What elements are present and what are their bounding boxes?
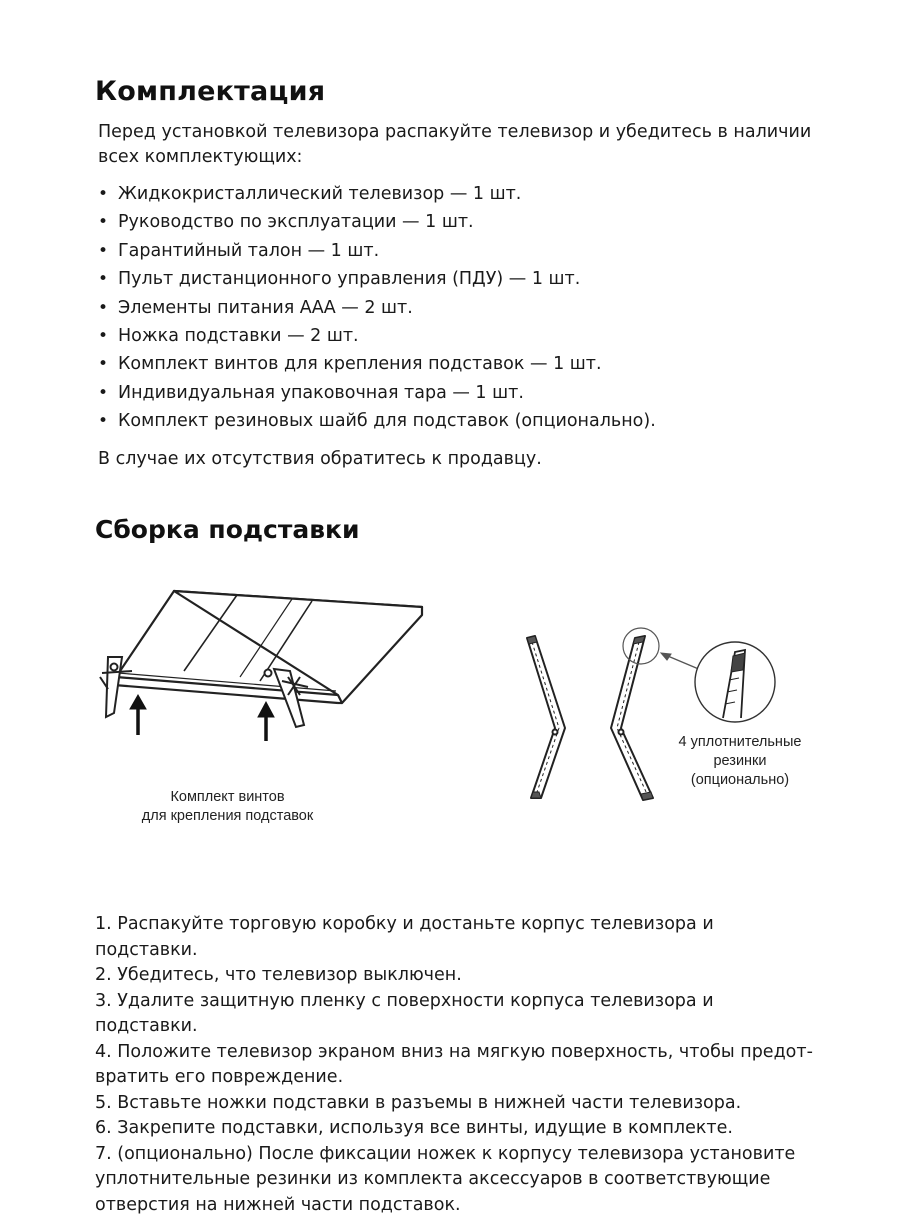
list-item: • Гарантийный талон — 1 шт.	[98, 237, 656, 265]
list-item: 2. Убедитесь, что телевизор выключен.	[95, 963, 815, 989]
section-title-contents: Комплектация	[95, 76, 325, 107]
bullet-icon: •	[98, 407, 108, 435]
list-item: • Ножка подставки — 2 шт.	[98, 322, 656, 350]
seal-zoom-detail	[695, 642, 775, 722]
list-item: 1. Распакуйте торговую коробку и достаньте корпус телевизора и подставки.	[95, 912, 815, 963]
stand-leg-left	[527, 636, 565, 798]
list-item: • Жидкокристаллический телевизор — 1 шт.	[98, 180, 656, 208]
list-item: 6. Закрепите подставки, используя все винты, идущие в комплекте.	[95, 1116, 815, 1142]
list-item: • Элементы питания ААА — 2 шт.	[98, 294, 656, 322]
list-item: 4. Положите телевизор экраном вниз на мягкую поверхность, чтобы предот-вратить его повреждение.	[95, 1040, 815, 1091]
up-arrow-icon	[130, 695, 146, 735]
pointer-arrow-icon	[661, 653, 701, 670]
bullet-icon: •	[98, 294, 108, 322]
stand-leg-right	[611, 636, 653, 800]
intro-text: Перед установкой телевизора распакуйте телевизор и убедитесь в наличии всех комплектующих:	[98, 120, 818, 170]
list-item: • Пульт дистанционного управления (ПДУ) — 1 шт.	[98, 265, 656, 293]
list-item: 3. Удалите защитную пленку с поверхности корпуса телевизора и подставки.	[95, 989, 815, 1040]
list-item: • Комплект винтов для крепления подставок — 1 шт.	[98, 350, 656, 378]
bullet-icon: •	[98, 180, 108, 208]
bullet-icon: •	[98, 350, 108, 378]
caption-seals: 4 уплотнительные резинки (опционально)	[660, 733, 820, 790]
contents-list	[98, 180, 656, 436]
bullet-icon: •	[98, 265, 108, 293]
assembly-steps	[95, 912, 815, 1218]
list-item: • Индивидуальная упаковочная тара — 1 шт.	[98, 379, 656, 407]
bullet-icon: •	[98, 208, 108, 236]
list-item: 5. Вставьте ножки подставки в разъемы в нижней части телевизора.	[95, 1091, 815, 1117]
caption-screws: Комплект винтов для крепления подставок	[110, 788, 345, 826]
outro-text: В случае их отсутствия обратитесь к продавцу.	[98, 449, 542, 469]
section-title-assembly: Сборка подставки	[95, 515, 360, 544]
up-arrow-icon	[258, 702, 274, 741]
bullet-icon: •	[98, 237, 108, 265]
list-item: 7. (опционально) После фиксации ножек к корпусу телевизора установите уплотнительные резинки из комплекта аксессуаров в соответствующие отверстия на нижней части подставок.	[95, 1142, 815, 1218]
list-item: • Руководство по эксплуатации — 1 шт.	[98, 208, 656, 236]
tv-stand-illustration	[92, 585, 432, 745]
list-item: • Комплект резиновых шайб для подставок (опционально).	[98, 407, 656, 435]
bullet-icon: •	[98, 379, 108, 407]
bullet-icon: •	[98, 322, 108, 350]
